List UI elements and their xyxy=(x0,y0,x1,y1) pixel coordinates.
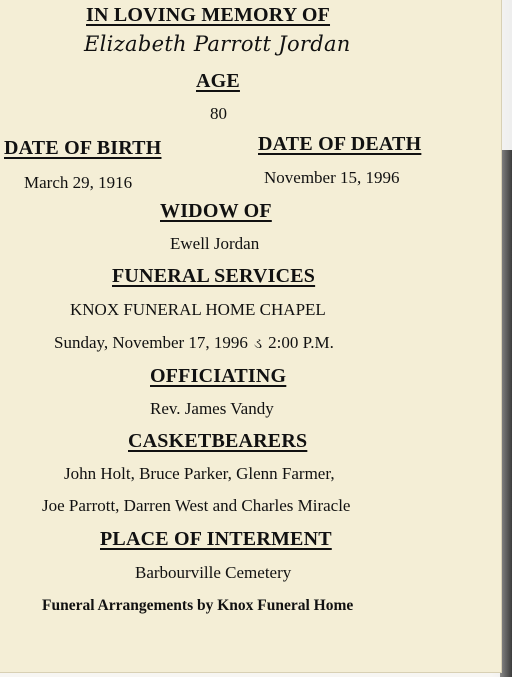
widow-heading: WIDOW OF xyxy=(160,200,272,222)
services-time: 2:00 P.M. xyxy=(268,333,334,352)
services-date: Sunday, November 17, 1996 xyxy=(54,333,248,352)
death-date: November 15, 1996 xyxy=(264,168,400,187)
age-value: 80 xyxy=(210,104,227,123)
officiating-name: Rev. James Vandy xyxy=(150,399,274,418)
services-heading: FUNERAL SERVICES xyxy=(112,265,316,287)
deceased-name: Elizabeth Parrott Jordan xyxy=(84,32,351,56)
arrangements-note: Funeral Arrangements by Knox Funeral Home xyxy=(42,597,354,614)
services-place: KNOX FUNERAL HOME CHAPEL xyxy=(70,300,326,319)
birth-date: March 29, 1916 xyxy=(24,173,133,192)
casketbearers-line-2: Joe Parrott, Darren West and Charles Miracle xyxy=(42,496,351,515)
death-heading: DATE OF DEATH xyxy=(258,133,422,155)
services-datetime xyxy=(54,333,334,353)
memorial-title: IN LOVING MEMORY OF xyxy=(86,4,331,26)
widow-name: Ewell Jordan xyxy=(170,234,260,253)
flourish-separator: ડ xyxy=(253,336,263,352)
interment-heading: PLACE OF INTERMENT xyxy=(100,528,332,550)
birth-heading: DATE OF BIRTH xyxy=(4,137,162,159)
officiating-heading: OFFICIATING xyxy=(150,365,287,387)
age-heading: AGE xyxy=(196,70,240,92)
casketbearers-line-1: John Holt, Bruce Parker, Glenn Farmer, xyxy=(64,464,335,483)
casketbearers-heading: CASKETBEARERS xyxy=(128,430,308,452)
interment-place: Barbourville Cemetery xyxy=(135,563,292,582)
